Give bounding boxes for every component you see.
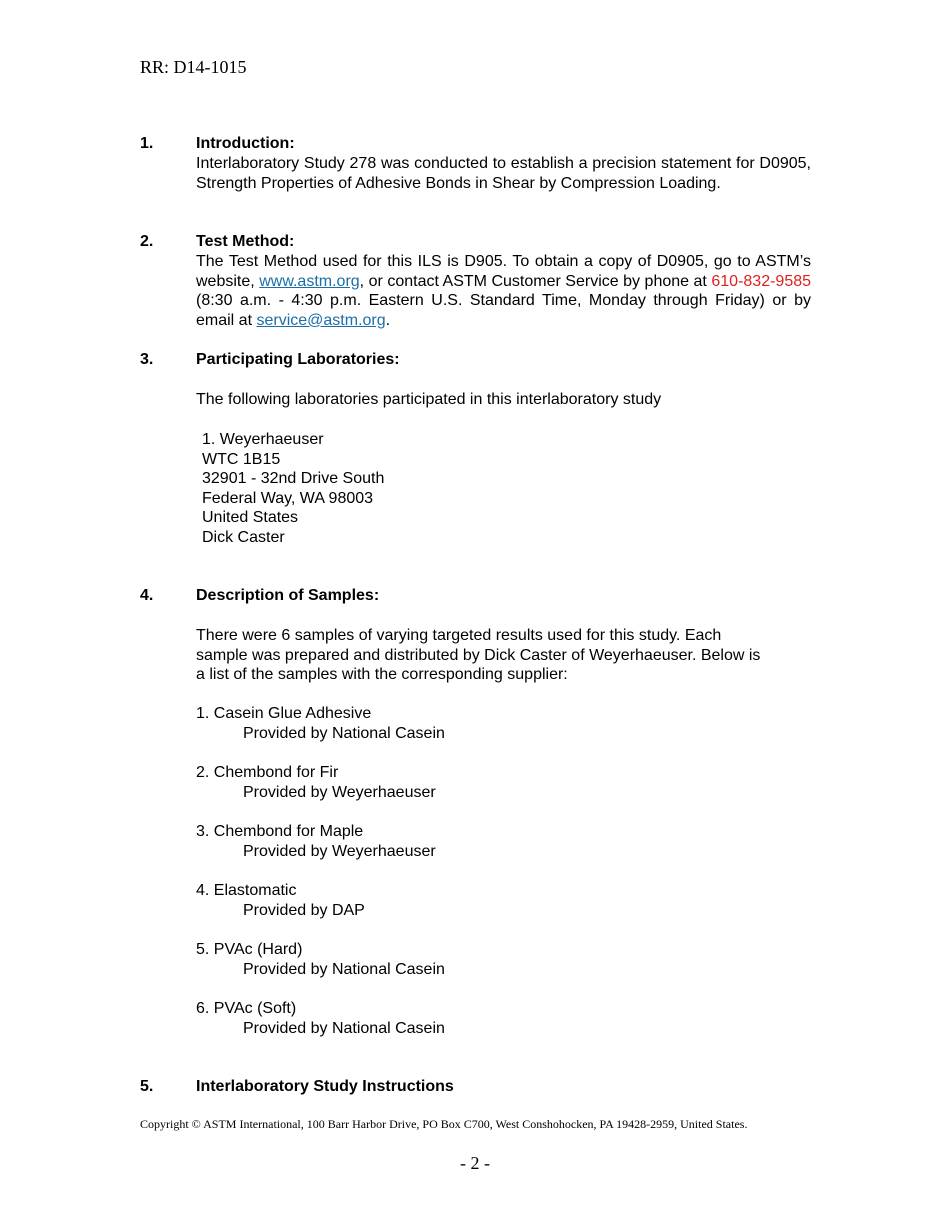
section-1-number: 1. xyxy=(140,135,154,152)
section-4-intro-line-3: a list of the samples with the corresponding supplier: xyxy=(196,666,568,684)
sample-name: 2. Chembond for Fir xyxy=(196,764,339,781)
page-number: - 2 - xyxy=(460,1153,490,1173)
section-2-text-b: , or contact ASTM Customer Service by phone at xyxy=(359,272,712,290)
section-2-text-c: (8:30 a.m. - 4:30 p.m. Eastern U.S. Standard Time, Monday through Friday) or by email at xyxy=(196,292,811,329)
laboratory-entry xyxy=(202,430,384,548)
sample-provider: Provided by National Casein xyxy=(243,724,445,742)
section-3-intro: The following laboratories participated in this interlaboratory study xyxy=(196,391,662,408)
email-link[interactable]: service@astm.org xyxy=(256,311,386,329)
copyright-notice: Copyright © ASTM International, 100 Barr Harbor Drive, PO Box C700, West Conshohocken, PA 19428-2959, United States. xyxy=(140,1117,748,1131)
section-2-number: 2. xyxy=(140,233,154,250)
sample-provider: Provided by National Casein xyxy=(243,960,445,978)
lab-line-2: WTC 1B15 xyxy=(202,450,281,468)
sample-item xyxy=(196,940,445,979)
sample-item xyxy=(196,881,365,920)
section-2-title: Test Method: xyxy=(196,233,295,250)
section-4-title: Description of Samples: xyxy=(196,587,380,604)
lab-line-3: 32901 - 32nd Drive South xyxy=(202,470,385,488)
section-2-text-d: . xyxy=(385,311,391,329)
section-2-text-a: The Test Method used for this ILS is D905. To obtain a copy of D0905, go to ASTM’s website, xyxy=(196,253,811,290)
lab-line-4: Federal Way, WA 98003 xyxy=(202,489,374,507)
lab-line-6: Dick Caster xyxy=(202,528,285,546)
report-id: RR: D14-1015 xyxy=(140,57,247,77)
section-1-body: Interlaboratory Study 278 was conducted to establish a precision statement for D0905, Strength Properties of Adhesive Bonds in Shear by Compression Loading. xyxy=(196,155,811,192)
sample-item xyxy=(196,763,436,802)
section-5-number: 5. xyxy=(140,1078,154,1095)
lab-line-1: 1. Weyerhaeuser xyxy=(202,431,324,448)
sample-provider: Provided by Weyerhaeuser xyxy=(243,842,436,860)
sample-provider: Provided by National Casein xyxy=(243,1019,445,1037)
phone-number[interactable]: 610-832-9585 xyxy=(711,272,812,290)
section-4-intro-line-2: sample was prepared and distributed by Dick Caster of Weyerhaeuser. Below is xyxy=(196,646,761,664)
sample-name: 5. PVAc (Hard) xyxy=(196,941,303,958)
section-4-intro-line-1: There were 6 samples of varying targeted results used for this study. Each xyxy=(196,627,722,644)
sample-item xyxy=(196,704,445,743)
sample-item xyxy=(196,999,445,1038)
section-4-number: 4. xyxy=(140,587,154,604)
sample-provider: Provided by Weyerhaeuser xyxy=(243,783,436,801)
sample-item xyxy=(196,822,436,861)
section-4-intro xyxy=(196,626,811,685)
section-1-title: Introduction: xyxy=(196,135,295,152)
astm-website-link[interactable]: www.astm.org xyxy=(259,272,360,290)
sample-name: 6. PVAc (Soft) xyxy=(196,1000,297,1017)
sample-name: 4. Elastomatic xyxy=(196,882,297,899)
section-3-number: 3. xyxy=(140,351,154,368)
sample-provider: Provided by DAP xyxy=(243,901,365,919)
section-2-body xyxy=(196,252,811,330)
section-5-title: Interlaboratory Study Instructions xyxy=(196,1078,454,1095)
sample-name: 3. Chembond for Maple xyxy=(196,823,364,840)
sample-name: 1. Casein Glue Adhesive xyxy=(196,705,372,722)
section-3-title: Participating Laboratories: xyxy=(196,351,400,368)
lab-line-5: United States xyxy=(202,509,299,527)
